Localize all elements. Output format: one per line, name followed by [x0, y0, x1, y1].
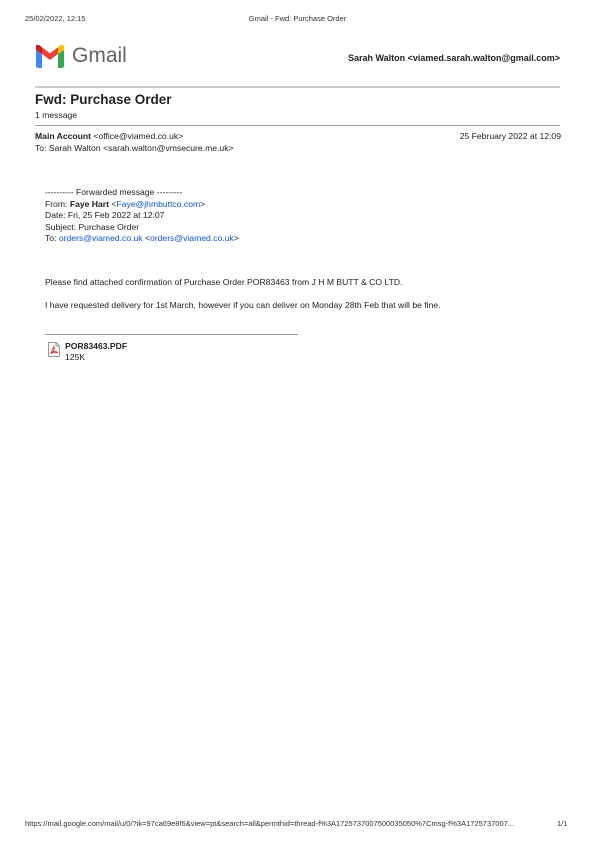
- forward-to-bracket-open: <: [144, 233, 150, 243]
- print-page-number: 1/1: [557, 819, 568, 828]
- forward-from-name: Faye Hart: [69, 198, 109, 209]
- forward-from: [45, 199, 205, 211]
- thread-subject: Fwd: Purchase Order: [35, 92, 172, 107]
- forward-separator: ---------- Forwarded message ---------: [45, 187, 183, 197]
- forward-to: [45, 233, 239, 245]
- gmail-logo-text: Gmail: [72, 44, 127, 67]
- pdf-file-icon[interactable]: [48, 342, 60, 357]
- forward-from-label: From:: [45, 198, 68, 209]
- message-recipient: To: Sarah Walton <sarah.walton@vmsecure.me.uk>: [35, 143, 234, 153]
- body-paragraph-2: I have requested delivery for 1st March, however if you can deliver on Monday 28th Feb that will be fine.: [45, 300, 441, 310]
- forward-subject: Subject: Purchase Order: [45, 221, 140, 232]
- subject-divider: [35, 125, 560, 126]
- message-date: 25 February 2022 at 12:09: [459, 131, 561, 141]
- message-sender: [35, 131, 183, 141]
- body-paragraph-1: Please find attached confirmation of Purchase Order POR83463 from J H M BUTT & CO LTD.: [45, 277, 403, 287]
- forward-from-bracket-open: <: [111, 198, 117, 209]
- print-page-title: Gmail - Fwd: Purchase Order: [248, 14, 347, 23]
- header-divider: [35, 86, 560, 88]
- forward-from-bracket-close: >: [200, 198, 206, 209]
- message-count: 1 message: [35, 110, 78, 120]
- forward-to-bracket-close: >: [233, 233, 239, 243]
- attachment-divider: [45, 334, 298, 335]
- forward-to-email-link-2[interactable]: orders@viamed.co.uk: [150, 233, 234, 243]
- attachment-size: 125K: [65, 352, 86, 362]
- forward-to-label: To:: [45, 233, 57, 243]
- sender-name: Main Account: [35, 131, 92, 141]
- sender-email: <office@viamed.co.uk>: [93, 131, 184, 141]
- print-url: https://mail.google.com/mail/u/0/?ik=97ca69e8f6&view=pt&search=all&permthid=thread-f%3A1725737007500035050%7Cmsg-f%3A1725737007...: [25, 819, 515, 828]
- attachment-filename[interactable]: POR83463.PDF: [65, 341, 128, 351]
- gmail-logo-icon: [34, 44, 66, 68]
- print-datetime: 25/02/2022, 12:15: [25, 14, 86, 23]
- forward-from-email-link[interactable]: Faye@jhmbuttco.com: [116, 198, 201, 209]
- forward-date: Date: Fri, 25 Feb 2022 at 12:07: [45, 210, 165, 220]
- forward-to-email-link[interactable]: orders@viamed.co.uk: [58, 233, 143, 243]
- account-user: Sarah Walton <viamed.sarah.walton@gmail.com>: [347, 53, 560, 63]
